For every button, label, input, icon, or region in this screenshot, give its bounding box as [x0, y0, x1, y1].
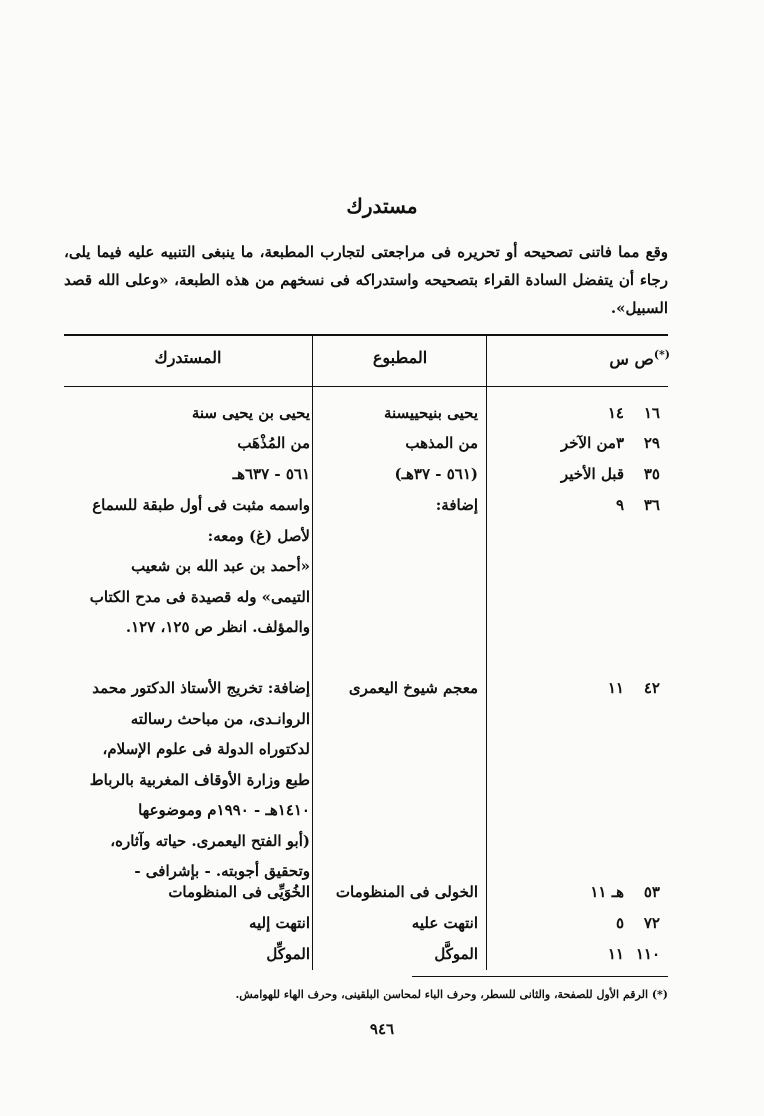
footnote-marker: (*)	[653, 348, 670, 361]
row-matbu-line: الخولى فى المنظومات	[335, 883, 478, 901]
header-mustadrak: المستدرك	[154, 348, 222, 367]
row-mustadrak-line: ٥٦١ - ٦٣٧هـ	[232, 465, 310, 483]
intro-paragraph: وقع مما فاتنى تصحيحه أو تحريره فى مراجعتى لتجارب المطبعة، ما ينبغى التنبيه عليه فيما يلى، رجاء أن يتفضل السادة القراء بتصحيحه واستدراكه فى نسخهم من هذه الطبعة، «وعلى الله قصد السبيل».	[64, 243, 668, 317]
row-mustadrak-line: ١٤١٠هـ - ١٩٩٠م وموضوعها	[138, 801, 310, 819]
row-mustadrak-line: من المُذْهَب	[237, 434, 310, 452]
row-line: ٩	[615, 496, 624, 514]
row-line: قبل الأخير	[560, 465, 624, 483]
row-mustadrak-line: الموكِّل	[266, 945, 310, 963]
row-page: ٣٥	[643, 465, 660, 483]
row-matbu-line: الموكَّل	[434, 945, 478, 963]
row-line: ٥	[615, 914, 624, 932]
row-page: ٤٢	[643, 679, 660, 697]
row-matbu-line: (٥٦١ - ٣٧هـ)	[394, 465, 478, 483]
row-line: ١٤	[607, 404, 624, 422]
row-mustadrak-line: والمؤلف. انظر ص ١٢٥، ١٢٧.	[125, 618, 310, 636]
row-page: ٧٢	[643, 914, 660, 932]
row-page: ١٦	[643, 404, 660, 422]
row-mustadrak-line: لأصل (غ) ومعه:	[207, 526, 310, 545]
row-matbu-line: معجم شيوخ اليعمرى	[348, 679, 478, 697]
footnote-rule	[412, 976, 668, 977]
row-page: ٢٩	[643, 434, 660, 452]
footnote: (*) الرقم الأول للصفحة، والثانى للسطر، وحرف الباء لمحاسن البلقينى، وحرف الهاء للهوامش.	[235, 988, 668, 1001]
header-matbu: المطبوع	[372, 348, 428, 367]
header-page-line	[488, 348, 670, 368]
row-mustadrak-line: انتهت إليه	[248, 914, 310, 932]
row-page: ٣٦	[643, 496, 660, 514]
column-divider-left	[312, 334, 313, 970]
row-line: ١١	[607, 679, 624, 697]
row-mustadrak-line: لدكتوراه الدولة فى علوم الإسلام،	[102, 740, 310, 758]
row-mustadrak-line: طبع وزارة الأوقاف المغربية بالرباط	[89, 770, 310, 789]
header-bottom-rule	[64, 386, 668, 387]
row-line: ١١	[607, 945, 624, 963]
row-page: ٥٣	[643, 883, 660, 901]
row-matbu-line: إضافة:	[435, 496, 478, 514]
row-mustadrak-line: إضافة: تخريج الأستاذ الدكتور محمد	[92, 679, 310, 697]
row-page: ١١٠	[635, 945, 660, 963]
header-page-line-label: ص س	[609, 349, 654, 369]
row-matbu-line: من المذهب	[405, 434, 478, 452]
row-mustadrak-line: التيمى» وله قصيدة فى مدح الكتاب	[89, 587, 310, 606]
table-top-rule	[64, 334, 668, 336]
row-mustadrak-line: الخُوَيِّى فى المنظومات	[168, 883, 310, 901]
row-line: ٣من الآخر	[560, 434, 624, 452]
row-mustadrak-line: (أبو الفتح اليعمرى. حياته وآثاره،	[110, 831, 310, 850]
row-matbu-line: يحيى بنيحييسنة	[383, 404, 478, 422]
row-matbu-line: انتهت عليه	[411, 914, 478, 932]
column-divider-right	[486, 334, 487, 970]
row-mustadrak-line: يحيى بن يحيى سنة	[191, 404, 310, 422]
row-mustadrak-line: الروانـدى، من مباحث رسالته	[130, 709, 310, 728]
page-title: مستدرك	[346, 194, 418, 218]
row-mustadrak-line: واسمه مثبت فى أول طبقة للسماع	[92, 496, 310, 514]
page-number: ٩٤٦	[369, 1020, 395, 1038]
row-line: هـ ١١	[590, 883, 624, 901]
row-mustadrak-line: وتحقيق أجوبته. - بإشرافى -	[134, 862, 310, 880]
row-mustadrak-line: «أحمد بن عبد الله بن شعيب	[131, 557, 310, 575]
